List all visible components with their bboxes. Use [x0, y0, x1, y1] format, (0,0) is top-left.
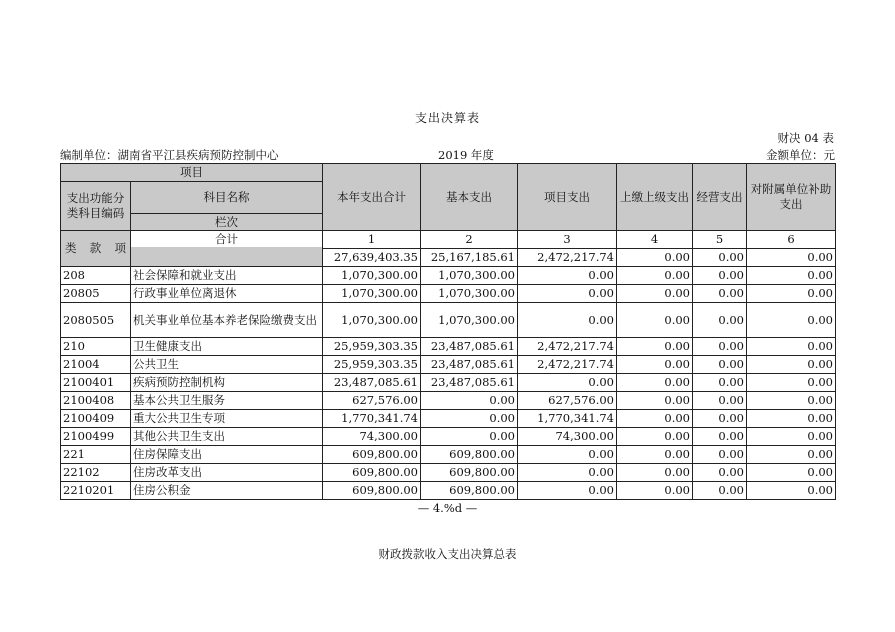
col-num-3: 3 — [518, 231, 617, 249]
total-label: 合计 — [131, 231, 322, 247]
row-value: 1,070,300.00 — [421, 285, 518, 303]
row-name: 基本公共卫生服务 — [131, 392, 323, 410]
header-col-5: 经营支出 — [693, 164, 747, 231]
compiling-unit: 编制单位：湖南省平江县疾病预防控制中心 — [60, 148, 279, 162]
row-value: 0.00 — [747, 464, 836, 482]
header-subject-name: 科目名称 — [203, 190, 250, 204]
row-code: 210 — [61, 338, 131, 356]
row-code: 2100408 — [61, 392, 131, 410]
row-name: 社会保障和就业支出 — [131, 267, 323, 285]
row-value: 0.00 — [747, 356, 836, 374]
row-value: 0.00 — [747, 392, 836, 410]
table-row — [61, 356, 836, 374]
row-value: 25,959,303.35 — [323, 356, 421, 374]
row-value: 609,800.00 — [421, 482, 518, 500]
money-unit: 金额单位：元 — [766, 148, 835, 162]
row-code: 2100409 — [61, 410, 131, 428]
total-cell: 2,472,217.74 — [518, 249, 617, 267]
row-value: 0.00 — [518, 482, 617, 500]
row-value: 1,070,300.00 — [421, 303, 518, 338]
header-kuan: 款 — [89, 241, 102, 255]
next-table-title: 财政拨款收入支出决算总表 — [378, 547, 517, 561]
row-value: 0.00 — [747, 410, 836, 428]
row-value: 0.00 — [617, 356, 693, 374]
row-value: 0.00 — [693, 464, 747, 482]
table-row — [61, 285, 836, 303]
meta-line — [60, 147, 835, 163]
row-value: 609,800.00 — [421, 446, 518, 464]
row-value: 23,487,085.61 — [421, 374, 518, 392]
row-name: 其他公共卫生支出 — [131, 428, 323, 446]
row-value: 0.00 — [747, 446, 836, 464]
total-cell: 0.00 — [617, 249, 693, 267]
col-num-5: 5 — [693, 231, 747, 249]
row-value: 0.00 — [518, 446, 617, 464]
row-value: 0.00 — [617, 410, 693, 428]
row-value: 0.00 — [518, 464, 617, 482]
row-value: 0.00 — [617, 285, 693, 303]
row-value: 0.00 — [617, 338, 693, 356]
table-row — [61, 446, 836, 464]
row-value: 0.00 — [617, 392, 693, 410]
row-value: 0.00 — [747, 482, 836, 500]
row-value: 609,800.00 — [323, 464, 421, 482]
row-name: 卫生健康支出 — [131, 338, 323, 356]
expenditure-table — [60, 163, 836, 500]
row-value: 0.00 — [747, 303, 836, 338]
table-row — [61, 482, 836, 500]
header-project: 项目 — [61, 164, 323, 182]
row-value: 0.00 — [693, 392, 747, 410]
row-value: 0.00 — [617, 464, 693, 482]
row-name: 疾病预防控制机构 — [131, 374, 323, 392]
page-number: — 4.%d — — [417, 501, 478, 515]
row-name: 行政事业单位离退休 — [131, 285, 323, 303]
table-row — [61, 267, 836, 285]
col-num-6: 6 — [747, 231, 836, 249]
row-value: 627,576.00 — [323, 392, 421, 410]
row-value: 0.00 — [693, 338, 747, 356]
row-name: 住房保障支出 — [131, 446, 323, 464]
table-row — [61, 392, 836, 410]
row-code: 2100401 — [61, 374, 131, 392]
col-num-1: 1 — [323, 231, 421, 249]
row-value: 0.00 — [693, 482, 747, 500]
row-value: 0.00 — [617, 482, 693, 500]
header-col-6: 对附属单位补助支出 — [747, 164, 836, 231]
header-lei: 类 — [65, 241, 77, 255]
row-value: 627,576.00 — [518, 392, 617, 410]
row-value: 0.00 — [518, 374, 617, 392]
total-cell: 0.00 — [747, 249, 836, 267]
row-value: 0.00 — [617, 446, 693, 464]
row-value: 0.00 — [747, 338, 836, 356]
row-value: 1,070,300.00 — [323, 267, 421, 285]
row-value: 0.00 — [617, 303, 693, 338]
row-code: 21004 — [61, 356, 131, 374]
row-value: 0.00 — [693, 285, 747, 303]
row-value: 0.00 — [693, 303, 747, 338]
table-title: 支出决算表 — [414, 111, 480, 125]
table-row — [61, 338, 836, 356]
table-row — [61, 464, 836, 482]
col-num-4: 4 — [617, 231, 693, 249]
header-col-3: 项目支出 — [518, 164, 617, 231]
row-name: 重大公共卫生专项 — [131, 410, 323, 428]
total-cell: 27,639,403.35 — [323, 249, 421, 267]
table-row — [61, 374, 836, 392]
row-value: 1,070,300.00 — [323, 285, 421, 303]
row-value: 0.00 — [421, 392, 518, 410]
row-value: 609,800.00 — [421, 464, 518, 482]
row-value: 1,770,341.74 — [518, 410, 617, 428]
total-cell: 25,167,185.61 — [421, 249, 518, 267]
row-value: 0.00 — [747, 374, 836, 392]
row-value: 609,800.00 — [323, 482, 421, 500]
row-value: 0.00 — [421, 428, 518, 446]
header-subject-name-cell — [131, 182, 323, 267]
row-value: 23,487,085.61 — [421, 356, 518, 374]
row-value: 0.00 — [693, 267, 747, 285]
header-col-label: 栏次 — [131, 214, 322, 231]
row-value: 0.00 — [518, 285, 617, 303]
table-row — [61, 303, 836, 338]
row-value: 1,070,300.00 — [323, 303, 421, 338]
row-value: 609,800.00 — [323, 446, 421, 464]
row-value: 1,070,300.00 — [421, 267, 518, 285]
row-code: 2100499 — [61, 428, 131, 446]
row-name: 住房改革支出 — [131, 464, 323, 482]
row-code: 221 — [61, 446, 131, 464]
row-value: 0.00 — [747, 428, 836, 446]
row-value: 0.00 — [747, 285, 836, 303]
row-value: 0.00 — [747, 267, 836, 285]
table-row — [61, 410, 836, 428]
row-value: 0.00 — [693, 446, 747, 464]
header-lei-kuan-xiang — [61, 231, 131, 267]
row-value: 0.00 — [617, 267, 693, 285]
header-col-2: 基本支出 — [421, 164, 518, 231]
header-func-code: 支出功能分类科目编码 — [61, 182, 131, 231]
row-code: 2080505 — [61, 303, 131, 338]
row-code: 20805 — [61, 285, 131, 303]
header-xiang: 项 — [114, 241, 126, 255]
table-row — [61, 428, 836, 446]
row-value: 2,472,217.74 — [518, 338, 617, 356]
form-number: 财决 04 表 — [777, 131, 834, 145]
col-num-2: 2 — [421, 231, 518, 249]
row-value: 2,472,217.74 — [518, 356, 617, 374]
row-value: 74,300.00 — [323, 428, 421, 446]
row-value: 23,487,085.61 — [421, 338, 518, 356]
row-value: 74,300.00 — [518, 428, 617, 446]
header-col-4: 上缴上级支出 — [617, 164, 693, 231]
row-value: 0.00 — [518, 303, 617, 338]
fiscal-year: 2019 年度 — [438, 148, 494, 162]
row-value: 0.00 — [421, 410, 518, 428]
total-cell: 0.00 — [693, 249, 747, 267]
header-col-1: 本年支出合计 — [323, 164, 421, 231]
row-value: 0.00 — [617, 428, 693, 446]
row-value: 1,770,341.74 — [323, 410, 421, 428]
row-code: 2210201 — [61, 482, 131, 500]
row-value: 0.00 — [518, 267, 617, 285]
row-code: 22102 — [61, 464, 131, 482]
row-value: 0.00 — [693, 428, 747, 446]
row-value: 0.00 — [617, 374, 693, 392]
row-value: 25,959,303.35 — [323, 338, 421, 356]
row-code: 208 — [61, 267, 131, 285]
row-value: 0.00 — [693, 356, 747, 374]
row-name: 公共卫生 — [131, 356, 323, 374]
row-value: 0.00 — [693, 374, 747, 392]
row-name: 机关事业单位基本养老保险缴费支出 — [131, 303, 323, 338]
row-value: 0.00 — [693, 410, 747, 428]
row-value: 23,487,085.61 — [323, 374, 421, 392]
row-name: 住房公积金 — [131, 482, 323, 500]
